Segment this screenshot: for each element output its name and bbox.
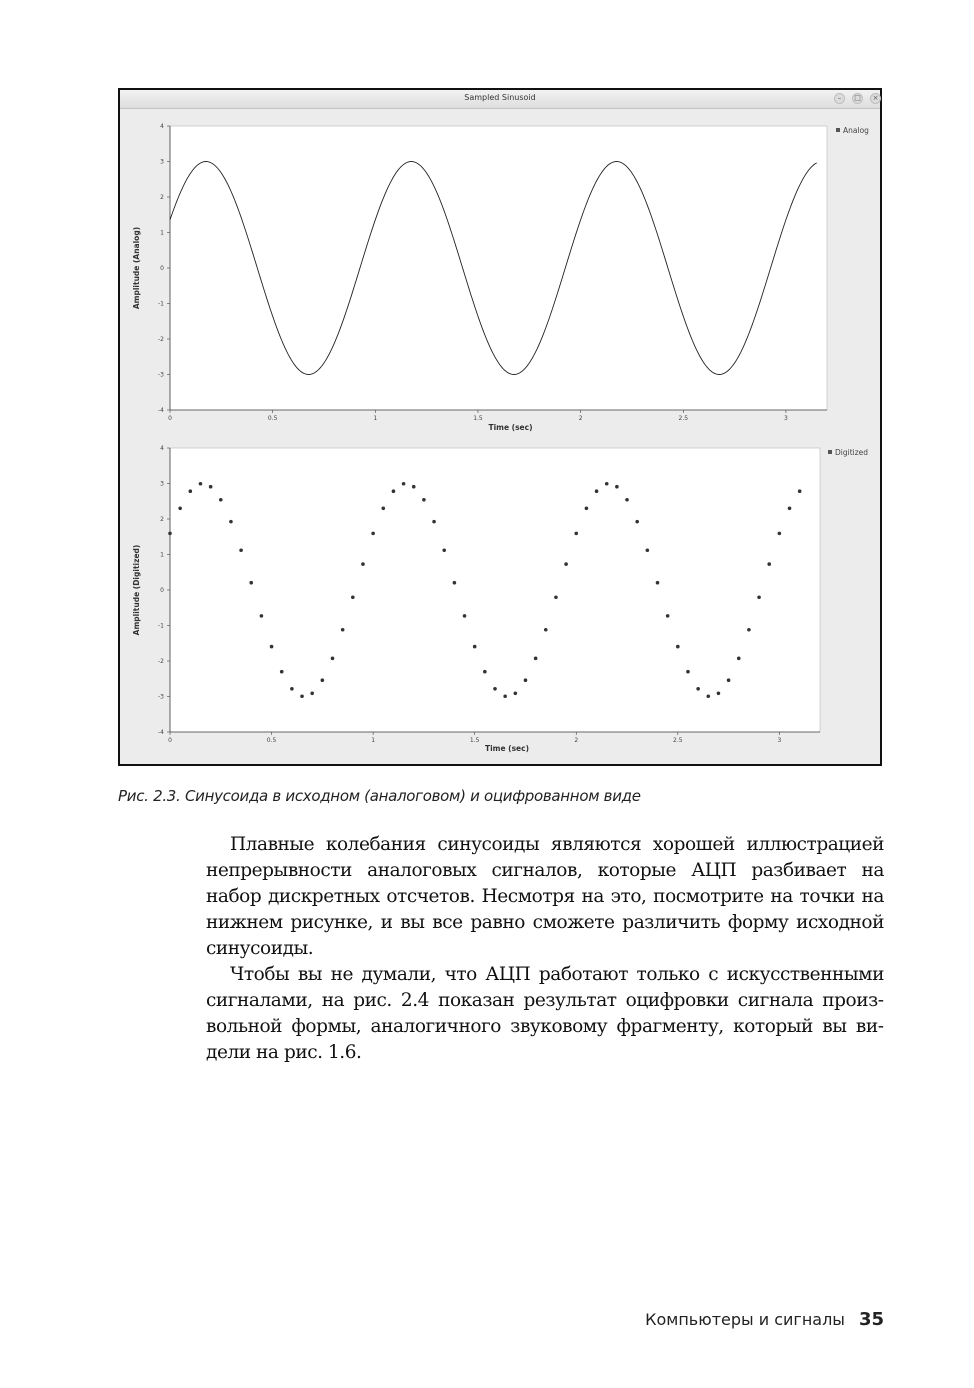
digitized-point [514,692,518,696]
digitized-point [239,548,243,552]
digitized-point [331,657,335,661]
digitized-point [676,645,680,649]
digitized-point [178,507,182,511]
digitized-point [321,678,325,682]
y-tick-label: 2 [160,516,164,523]
y-tick-label: -1 [158,300,164,308]
digitized-point [554,595,558,599]
digitized-point [767,562,771,566]
x-tick-label: 1.5 [473,415,483,422]
digitized-point [371,532,375,536]
digitized-point [392,489,396,493]
paragraph-2: Чтобы вы не думали, что АЦП работают только с искусственными сигналами, на рис. 2.4 показан результат оцифровки сигнала произвольной формы, аналогичного звуковому фрагменту, который вы видели на рис. 1.6. [206,964,884,1063]
digitized-point [381,507,385,511]
digitized-point [696,687,700,691]
digitized-point [300,694,304,698]
y-tick-label: -2 [158,658,164,665]
digitized-point [564,562,568,566]
x-tick-label: 2 [574,737,579,744]
digitized-point [635,520,639,524]
analog-chart [132,123,869,432]
x-axis-title: Time (sec) [488,423,533,432]
digitized-point [290,687,294,691]
y-tick-label: -3 [158,693,164,701]
digitized-point [503,694,507,698]
page-number: 35 [858,1309,884,1330]
digitized-point [717,692,721,696]
digitized-point [534,657,538,661]
footer-section-title: Компьютеры и сигналы [645,1310,845,1329]
digitized-point [747,628,751,632]
digitized-point [757,595,761,599]
digitized-point [270,645,274,649]
x-tick-label: 2 [578,415,583,422]
y-tick-label: 0 [160,587,164,594]
legend-swatch [828,450,832,454]
digitized-point [432,520,436,524]
x-tick-label: 3 [784,415,788,422]
y-tick-label: -2 [158,336,164,343]
y-axis-title: Amplitude (Analog) [132,226,141,310]
digitized-point [310,692,314,696]
y-tick-label: 3 [160,158,164,166]
figure-caption: Рис. 2.3. Синусоида в исходном (аналоговом) и оцифрованном виде [118,787,641,805]
digitized-point [666,614,670,618]
digitized-point [453,581,457,585]
digitized-point [788,507,792,511]
digitized-point [605,482,609,486]
x-tick-label: 1.5 [469,737,480,744]
digitized-point [280,670,284,674]
window-title: Sampled Sinusoid [464,93,536,102]
x-tick-label: 1 [373,415,378,422]
plot-window [118,88,882,766]
digitized-point [412,485,416,489]
close-button[interactable]: × [870,93,881,104]
window-titlebar [120,90,880,109]
x-tick-label: 0.5 [267,415,278,422]
digitized-point [574,532,578,536]
x-tick-label: 2.5 [678,415,689,422]
digitized-point [341,628,345,632]
legend-swatch [836,128,840,132]
digitized-point [260,614,264,618]
plot-canvas [120,108,880,764]
x-tick-label: 0.5 [266,737,277,744]
y-tick-label: 3 [160,480,164,488]
x-tick-label: 0 [168,737,172,744]
y-tick-label: -1 [158,622,164,630]
digitized-point [249,581,253,585]
x-axis-title: Time (sec) [484,744,530,753]
digitized-point [737,657,741,661]
y-tick-label: 0 [160,265,164,272]
y-tick-label: -3 [158,371,164,379]
digitized-point [544,628,548,632]
page-footer [645,1309,884,1330]
body-text [206,832,884,1066]
y-tick-label: 4 [160,445,164,452]
digitized-point [351,595,355,599]
digitized-point [686,670,690,674]
y-tick-label: -4 [158,729,164,736]
digitized-point [524,678,528,682]
digitized-point [473,645,477,649]
digitized-point [706,694,710,698]
digitized-point [199,482,203,486]
y-tick-label: 1 [160,551,164,559]
digitized-point [422,498,426,502]
digitized-point [493,687,497,691]
x-tick-label: 3 [777,737,782,744]
y-tick-label: 4 [160,123,164,130]
digitized-point [656,581,660,585]
legend-label: Digitized [835,448,869,457]
digitized-point [595,489,599,493]
digitized-point [798,489,802,493]
x-tick-label: 0 [168,415,172,422]
digitized-point [625,498,629,502]
digitized-point [615,485,619,489]
plot-area [170,126,827,410]
digitized-point [219,498,223,502]
digitized-point [361,562,365,566]
digitized-point [463,614,467,618]
digitized-point [442,548,446,552]
y-tick-label: 1 [160,229,164,237]
y-tick-label: -4 [158,407,164,414]
paragraph-1: Плавные колебания синусоиды являются хорошей иллюстрацией непрерывности аналоговых сигналов, которые АЦП разбивает на набор дискретных отсчетов. Несмотря на это, посмотрите на точки на нижнем рисунке, и вы все равно сможете различить форму исходной синусоиды. [206,834,884,959]
legend-label: Analog [843,126,869,135]
maximize-button[interactable]: □ [852,93,863,104]
digitized-point [727,678,731,682]
digitized-chart [132,445,868,753]
y-tick-label: 2 [160,194,164,201]
digitized-point [209,485,213,489]
digitized-point [483,670,487,674]
digitized-point [229,520,233,524]
y-axis-title: Amplitude (Digitized) [132,544,141,636]
minimize-button[interactable]: – [834,93,845,104]
digitized-point [778,532,782,536]
digitized-point [168,532,172,536]
digitized-point [189,489,193,493]
digitized-point [646,548,650,552]
x-tick-label: 2.5 [673,737,683,744]
digitized-point [585,507,589,511]
digitized-point [402,482,406,486]
x-tick-label: 1 [371,737,376,744]
